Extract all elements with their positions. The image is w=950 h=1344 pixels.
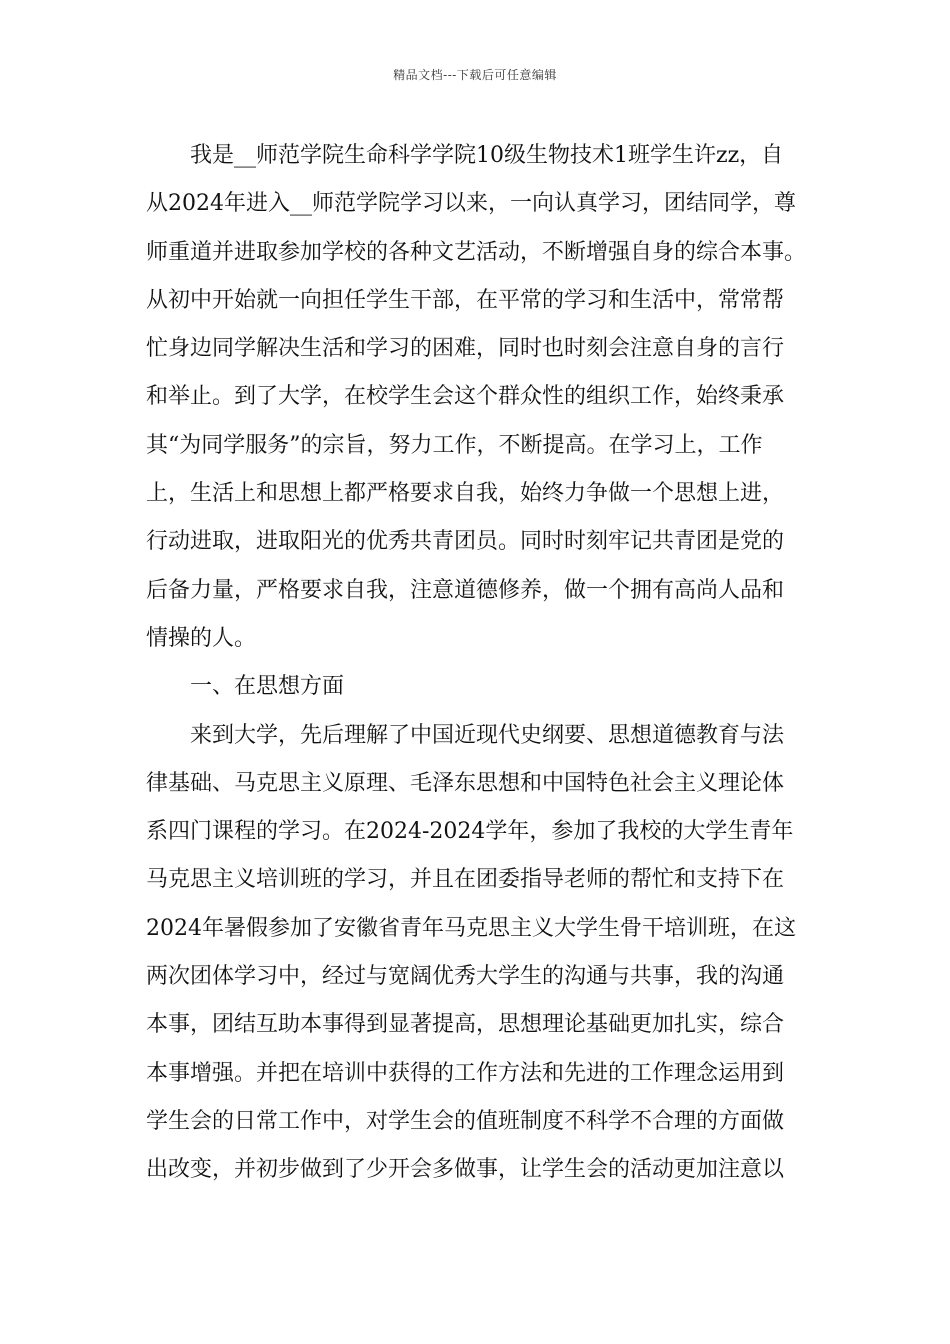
paragraph-line: 马克思主义培训班的学习，并且在团委指导老师的帮忙和支持下在 <box>146 867 785 893</box>
paragraph-line: 出改变，并初步做到了少开会多做事，让学生会的活动更加注意以 <box>146 1157 785 1183</box>
page-header: 精品文档---下载后可任意编辑 <box>393 68 557 82</box>
section-heading: 一、在思想方面 <box>190 674 345 700</box>
paragraph-line: 从初中开始就一向担任学生干部，在平常的学习和生活中，常常帮 <box>146 287 785 313</box>
paragraph-line: 来到大学，先后理解了中国近现代史纲要、思想道德教育与法 <box>190 722 785 748</box>
paragraph-line: 律基础、马克思主义原理、毛泽东思想和中国特色社会主义理论体 <box>146 770 785 796</box>
paragraph-line: 其“为同学服务”的宗旨，努力工作，不断提高。在学习上，工作 <box>146 432 763 458</box>
paragraph-line: 行动进取，进取阳光的优秀共青团员。同时时刻牢记共青团是党的 <box>146 529 785 555</box>
paragraph-line: 学生会的日常工作中，对学生会的值班制度不科学不合理的方面做 <box>146 1108 785 1134</box>
paragraph-line: 从2024年进入__师范学院学习以来，一向认真学习，团结同学，尊 <box>146 191 796 217</box>
paragraph-line: 本事增强。并把在培训中获得的工作方法和先进的工作理念运用到 <box>146 1060 785 1086</box>
paragraph-line: 后备力量，严格要求自我，注意道德修养，做一个拥有高尚人品和 <box>146 577 785 603</box>
paragraph-line: 系四门课程的学习。在2024-2024学年，参加了我校的大学生青年 <box>146 819 794 845</box>
paragraph-line: 忙身边同学解决生活和学习的困难，同时也时刻会注意自身的言行 <box>146 336 785 362</box>
paragraph-line: 师重道并进取参加学校的各种文艺活动，不断增强自身的综合本事。 <box>146 239 807 265</box>
paragraph-line: 我是__师范学院生命科学学院10级生物技术1班学生许zz，自 <box>190 143 784 168</box>
paragraph-line: 情操的人。 <box>146 625 257 651</box>
document-body <box>146 132 826 1195</box>
paragraph-line: 和举止。到了大学，在校学生会这个群众性的组织工作，始终秉承 <box>146 384 785 410</box>
paragraph-line: 2024年暑假参加了安徽省青年马克思主义大学生骨干培训班，在这 <box>146 915 796 941</box>
paragraph-line: 两次团体学习中，经过与宽阔优秀大学生的沟通与共事，我的沟通 <box>146 964 785 990</box>
paragraph-line: 上，生活上和思想上都严格要求自我，始终力争做一个思想上进， <box>146 481 785 507</box>
paragraph-line: 本事，团结互助本事得到显著提高，思想理论基础更加扎实，综合 <box>146 1012 785 1038</box>
